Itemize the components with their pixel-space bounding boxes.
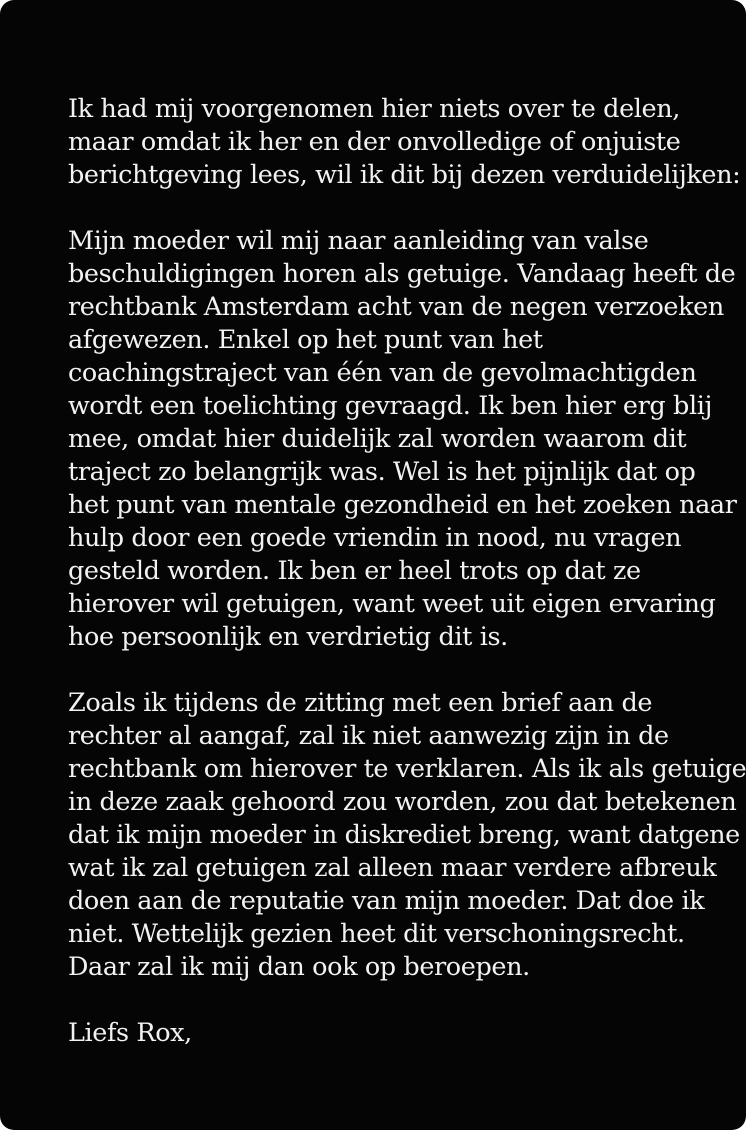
text-line: Zoals ik tijdens de zitting met een brief aan de: [68, 688, 653, 718]
text-line: dat ik mijn moeder in diskrediet breng, want datgene: [68, 820, 740, 850]
text-line: gesteld worden. Ik ben er heel trots op dat ze: [68, 556, 641, 586]
text-line: rechtbank om hierover te verklaren. Als ik als getuige: [68, 754, 746, 784]
text-line: hierover wil getuigen, want weet uit eigen ervaring: [68, 589, 716, 619]
text-line: Mijn moeder wil mij naar aanleiding van valse: [68, 226, 649, 256]
text-line: Ik had mij voorgenomen hier niets over te delen,: [68, 94, 680, 124]
text-line: niet. Wettelijk gezien heet dit verschoningsrecht.: [68, 919, 685, 949]
text-line: Daar zal ik mij dan ook op beroepen.: [68, 952, 530, 982]
paragraph-signature: [68, 1017, 738, 1050]
paragraph-intro: [68, 93, 741, 192]
signature-line: Liefs Rox,: [68, 1018, 192, 1048]
text-line: doen aan de reputatie van mijn moeder. Dat doe ik: [68, 886, 705, 916]
text-line: afgewezen. Enkel op het punt van het: [68, 325, 543, 355]
text-line: in deze zaak gehoord zou worden, zou dat betekenen: [68, 787, 737, 817]
paragraph-testimony: [68, 687, 746, 984]
paragraph-court-ruling: [68, 225, 738, 654]
text-line: traject zo belangrijk was. Wel is het pijnlijk dat op: [68, 457, 696, 487]
text-line: rechtbank Amsterdam acht van de negen verzoeken: [68, 292, 724, 322]
text-line: maar omdat ik her en der onvolledige of onjuiste: [68, 127, 681, 157]
text-line: hulp door een goede vriendin in nood, nu vragen: [68, 523, 682, 553]
text-line: rechter al aangaf, zal ik niet aanwezig zijn in de: [68, 721, 669, 751]
text-line: mee, omdat hier duidelijk zal worden waarom dit: [68, 424, 687, 454]
text-line: wordt een toelichting gevraagd. Ik ben hier erg blij: [68, 391, 712, 421]
text-line: berichtgeving lees, wil ik dit bij dezen verduidelijken:: [68, 160, 741, 190]
text-line: coachingstraject van één van de gevolmachtigden: [68, 358, 697, 388]
text-line: wat ik zal getuigen zal alleen maar verdere afbreuk: [68, 853, 717, 883]
text-line: hoe persoonlijk en verdrietig dit is.: [68, 622, 508, 652]
statement-text: [68, 93, 746, 1083]
text-line: het punt van mentale gezondheid en het zoeken naar: [68, 490, 737, 520]
text-line: beschuldigingen horen als getuige. Vandaag heeft de: [68, 259, 736, 289]
